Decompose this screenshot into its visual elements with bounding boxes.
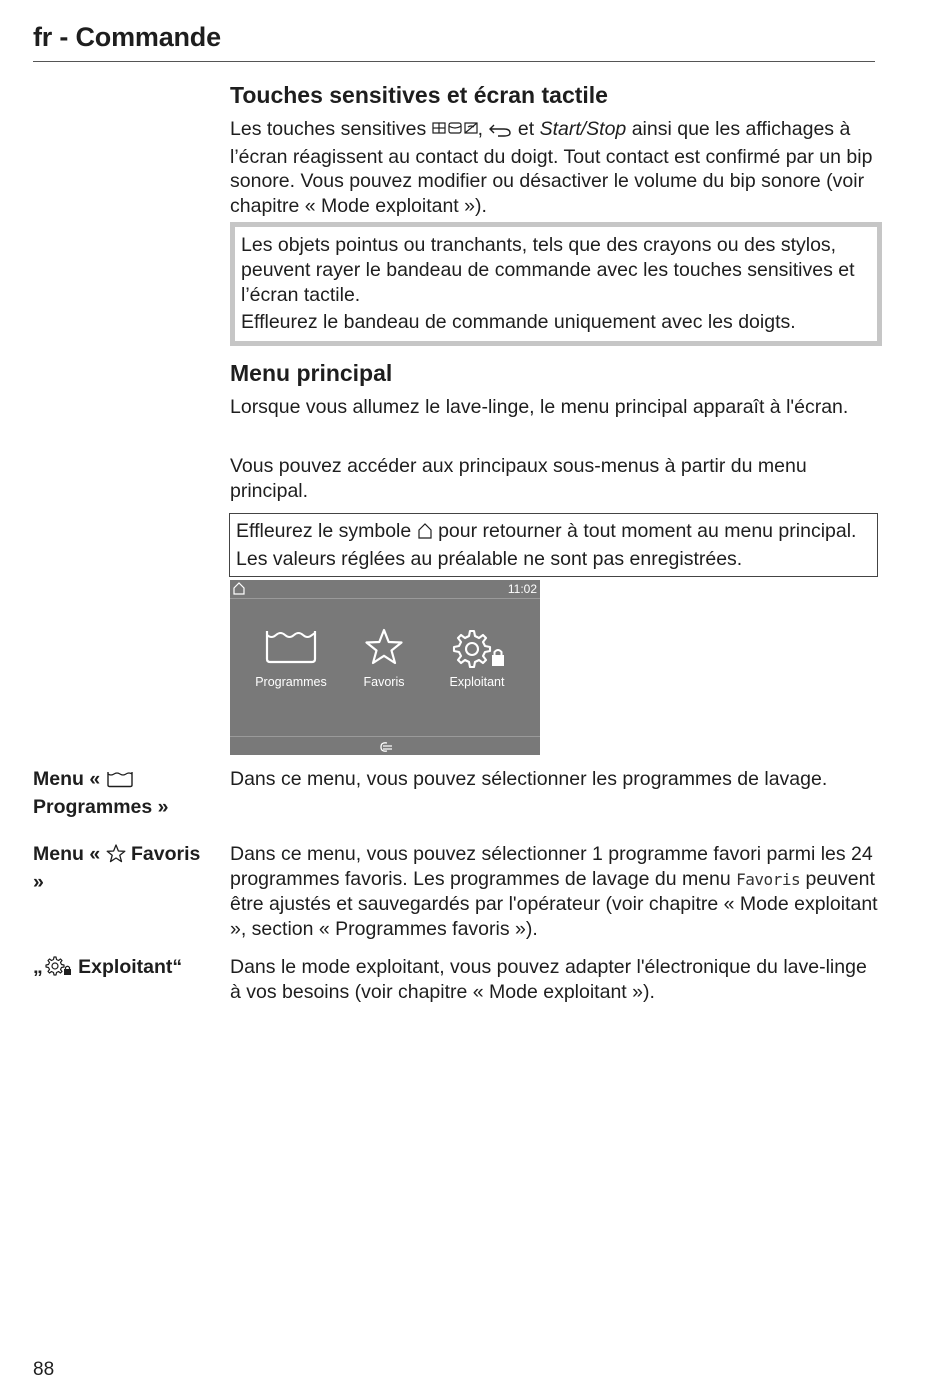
touch-para-text-a: Les touches sensitives: [230, 118, 432, 140]
menu-favoris-label: [33, 842, 208, 894]
page-header-title: fr - Commande: [33, 22, 221, 52]
home-icon: [417, 522, 433, 547]
star-icon: [364, 628, 404, 666]
warning-box: [230, 222, 882, 346]
display-status-bar: [230, 580, 540, 599]
note-text-b: pour retourner à tout moment au menu principal. Les valeurs réglées au préalable ne sont pas enregistrées.: [236, 520, 857, 570]
menu-programmes-description: Dans ce menu, vous pouvez sélectionner les programmes de lavage.: [230, 768, 828, 790]
favoris-text-a: Dans ce menu, vous pouvez sélectionner 1 programme favori parmi les 24 programmes favoris. Les programmes de lavage du menu: [230, 843, 873, 890]
menu-programmes-label-a: Menu «: [33, 768, 106, 790]
page-number: 88: [33, 1359, 55, 1380]
wash-tub-icon: [264, 628, 318, 664]
wash-tub-icon: [106, 770, 134, 795]
gear-lock-icon: [43, 956, 73, 983]
menu-exploitant-label-a: „: [33, 956, 43, 978]
display-language-icon[interactable]: [378, 740, 394, 758]
touch-para-text-c: et: [512, 118, 540, 140]
display-tile-exploitant[interactable]: [427, 628, 527, 689]
star-icon: [106, 844, 126, 870]
display-tile-programmes[interactable]: [241, 628, 341, 689]
menu-exploitant-label: [33, 955, 208, 983]
display-clock: 11:02: [507, 582, 537, 596]
menu-exploitant-description: Dans le mode exploitant, vous pouvez adapter l'électronique du lave-linge à vos besoins (voir chapitre « Mode exploitant »).: [230, 956, 867, 1003]
display-tile-favoris-label: Favoris: [363, 675, 405, 689]
touch-section-paragraph: [230, 117, 878, 218]
back-arrow-icon: [488, 120, 512, 145]
menu-favoris-label-b: Favoris »: [33, 843, 201, 893]
warning-text-2: Effleurez le bandeau de commande uniquement avec les doigts.: [241, 311, 796, 333]
touch-section-heading: Touches sensitives et écran tactile: [230, 82, 608, 108]
menu-programmes-label-b: Programmes »: [33, 795, 169, 818]
menu-favoris-description: [230, 842, 878, 941]
favoris-text-b: peuvent être ajustés et sauvegardés par l'opérateur (voir chapitre « Mode exploitant », section « Programmes favoris »).: [230, 867, 878, 940]
menu-favoris-label-a: Menu «: [33, 843, 106, 865]
touch-para-text-d: ainsi que les affichages à l’écran réagissent au contact du doigt. Tout contact est confirmé par un bip sonore. Vous pouvez modifier ou désactiver le volume du bip sonore (voir chapitre « Mode exploitant »).: [230, 118, 873, 217]
display-bottom-bar: [230, 736, 540, 756]
display-tile-exploitant-label: Exploitant: [449, 675, 505, 689]
main-menu-display: [230, 580, 540, 755]
display-tile-favoris[interactable]: [334, 628, 434, 689]
display-tile-programmes-label: Programmes: [255, 675, 327, 689]
touch-para-text-b: ,: [477, 118, 489, 140]
gear-lock-icon: [447, 628, 507, 668]
note-box: [229, 513, 878, 577]
start-stop-label: Start/Stop: [539, 118, 627, 140]
main-menu-paragraph-1: Lorsque vous allumez le lave-linge, le menu principal apparaît à l'écran.: [230, 396, 849, 418]
favoris-menu-name: Favoris: [736, 869, 801, 889]
warning-text-1: Les objets pointus ou tranchants, tels que des crayons ou des stylos, peuvent rayer le bandeau de commande avec les touches sensitives et l’écran tactile.: [241, 234, 855, 306]
main-menu-paragraph-2: Vous pouvez accéder aux principaux sous-menus à partir du menu principal.: [230, 455, 807, 502]
sensor-keys-icon: [432, 120, 478, 145]
header-divider: [33, 61, 875, 62]
menu-exploitant-label-b: Exploitant“: [72, 956, 183, 978]
main-menu-heading: Menu principal: [230, 360, 393, 386]
display-home-icon[interactable]: [232, 581, 246, 601]
note-text-a: Effleurez le symbole: [236, 520, 417, 542]
menu-programmes-label: [33, 767, 208, 819]
